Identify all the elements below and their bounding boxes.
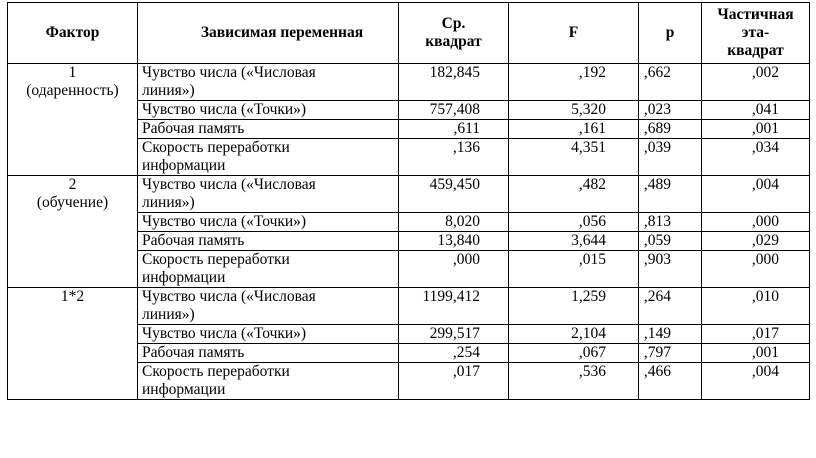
f-value-cell: 2,104 bbox=[509, 325, 639, 344]
dependent-variable-cell bbox=[138, 288, 399, 325]
p-value-cell: ,689 bbox=[639, 120, 702, 139]
table-body bbox=[8, 64, 810, 400]
dependent-variable-label: Рабочая память bbox=[142, 120, 245, 137]
p-value-cell: ,264 bbox=[639, 288, 702, 325]
dependent-variable-label-cont: информации bbox=[142, 269, 226, 286]
dependent-variable-label: Чувство числа («Точки») bbox=[142, 325, 307, 342]
mean-square-cell: 299,517 bbox=[399, 325, 509, 344]
f-value-cell: ,067 bbox=[509, 344, 639, 363]
mean-square-cell: ,136 bbox=[399, 139, 509, 176]
eta-squared-cell: ,001 bbox=[702, 344, 810, 363]
factor-cell bbox=[8, 288, 138, 400]
header-mean-square bbox=[399, 3, 509, 64]
factor-label: 2 bbox=[68, 176, 77, 193]
dependent-variable-cell bbox=[138, 213, 399, 232]
mean-square-cell: 182,845 bbox=[399, 64, 509, 101]
factor-description: (обучение) bbox=[36, 194, 109, 211]
dependent-variable-label: Скорость переработки bbox=[142, 139, 290, 156]
table-row bbox=[8, 288, 810, 325]
header-eta-line3: квадрат bbox=[727, 42, 784, 59]
dependent-variable-cell bbox=[138, 344, 399, 363]
header-factor: Фактор bbox=[8, 3, 138, 64]
dependent-variable-label: Чувство числа («Точки») bbox=[142, 101, 307, 118]
p-value-cell: ,797 bbox=[639, 344, 702, 363]
eta-squared-cell: ,001 bbox=[702, 120, 810, 139]
mean-square-cell: 1199,412 bbox=[399, 288, 509, 325]
f-value-cell: ,192 bbox=[509, 64, 639, 101]
factor-label: 1 bbox=[68, 64, 77, 81]
dependent-variable-cell bbox=[138, 325, 399, 344]
dependent-variable-label-cont: информации bbox=[142, 381, 226, 398]
p-value-cell: ,149 bbox=[639, 325, 702, 344]
f-value-cell: ,015 bbox=[509, 251, 639, 288]
dependent-variable-cell bbox=[138, 363, 399, 400]
dependent-variable-label-cont: информации bbox=[142, 157, 226, 174]
f-value-cell: ,161 bbox=[509, 120, 639, 139]
eta-squared-cell: ,034 bbox=[702, 139, 810, 176]
f-value-cell: ,482 bbox=[509, 176, 639, 213]
f-value-cell: ,056 bbox=[509, 213, 639, 232]
eta-squared-cell: ,000 bbox=[702, 213, 810, 232]
dependent-variable-label: Скорость переработки bbox=[142, 363, 290, 380]
header-p: p bbox=[639, 3, 702, 64]
eta-squared-cell: ,041 bbox=[702, 101, 810, 120]
mean-square-cell: 757,408 bbox=[399, 101, 509, 120]
header-eta-line2: эта- bbox=[741, 24, 770, 41]
eta-squared-cell: ,029 bbox=[702, 232, 810, 251]
header-eta-line1: Частичная bbox=[717, 6, 794, 23]
p-value-cell: ,813 bbox=[639, 213, 702, 232]
mean-square-cell: 459,450 bbox=[399, 176, 509, 213]
factor-description: (одаренность) bbox=[26, 82, 119, 99]
dependent-variable-cell bbox=[138, 176, 399, 213]
p-value-cell: ,466 bbox=[639, 363, 702, 400]
dependent-variable-cell bbox=[138, 64, 399, 101]
dependent-variable-cell bbox=[138, 139, 399, 176]
header-mean-square-line2: квадрат bbox=[425, 33, 482, 50]
p-value-cell: ,662 bbox=[639, 64, 702, 101]
p-value-cell: ,023 bbox=[639, 101, 702, 120]
header-row bbox=[8, 3, 810, 64]
mean-square-cell: ,254 bbox=[399, 344, 509, 363]
dependent-variable-label: Чувство числа («Числовая bbox=[142, 176, 316, 193]
eta-squared-cell: ,004 bbox=[702, 363, 810, 400]
p-value-cell: ,903 bbox=[639, 251, 702, 288]
dependent-variable-label-cont: линия») bbox=[142, 306, 195, 323]
f-value-cell: 5,320 bbox=[509, 101, 639, 120]
dependent-variable-label: Чувство числа («Точки») bbox=[142, 213, 307, 230]
eta-squared-cell: ,000 bbox=[702, 251, 810, 288]
f-value-cell: 4,351 bbox=[509, 139, 639, 176]
eta-squared-cell: ,002 bbox=[702, 64, 810, 101]
p-value-cell: ,489 bbox=[639, 176, 702, 213]
factor-cell bbox=[8, 176, 138, 288]
dependent-variable-cell bbox=[138, 232, 399, 251]
mean-square-cell: ,000 bbox=[399, 251, 509, 288]
dependent-variable-cell bbox=[138, 251, 399, 288]
table-row bbox=[8, 64, 810, 101]
table-row bbox=[8, 176, 810, 213]
dependent-variable-label: Рабочая память bbox=[142, 344, 245, 361]
dependent-variable-label: Рабочая память bbox=[142, 232, 245, 249]
dependent-variable-cell bbox=[138, 101, 399, 120]
f-value-cell: 3,644 bbox=[509, 232, 639, 251]
f-value-cell: 1,259 bbox=[509, 288, 639, 325]
dependent-variable-cell bbox=[138, 120, 399, 139]
dependent-variable-label-cont: линия») bbox=[142, 194, 195, 211]
factor-label: 1*2 bbox=[60, 288, 85, 305]
dependent-variable-label-cont: линия») bbox=[142, 82, 195, 99]
header-partial-eta-squared bbox=[702, 3, 810, 64]
mean-square-cell: 8,020 bbox=[399, 213, 509, 232]
p-value-cell: ,039 bbox=[639, 139, 702, 176]
anova-results-table bbox=[7, 2, 810, 400]
p-value-cell: ,059 bbox=[639, 232, 702, 251]
mean-square-cell: ,017 bbox=[399, 363, 509, 400]
f-value-cell: ,536 bbox=[509, 363, 639, 400]
header-mean-square-line1: Ср. bbox=[441, 15, 466, 32]
eta-squared-cell: ,010 bbox=[702, 288, 810, 325]
mean-square-cell: ,611 bbox=[399, 120, 509, 139]
eta-squared-cell: ,017 bbox=[702, 325, 810, 344]
dependent-variable-label: Скорость переработки bbox=[142, 251, 290, 268]
header-f: F bbox=[509, 3, 639, 64]
header-dependent-variable: Зависимая переменная bbox=[138, 3, 399, 64]
eta-squared-cell: ,004 bbox=[702, 176, 810, 213]
mean-square-cell: 13,840 bbox=[399, 232, 509, 251]
dependent-variable-label: Чувство числа («Числовая bbox=[142, 288, 316, 305]
dependent-variable-label: Чувство числа («Числовая bbox=[142, 64, 316, 81]
factor-cell bbox=[8, 64, 138, 176]
